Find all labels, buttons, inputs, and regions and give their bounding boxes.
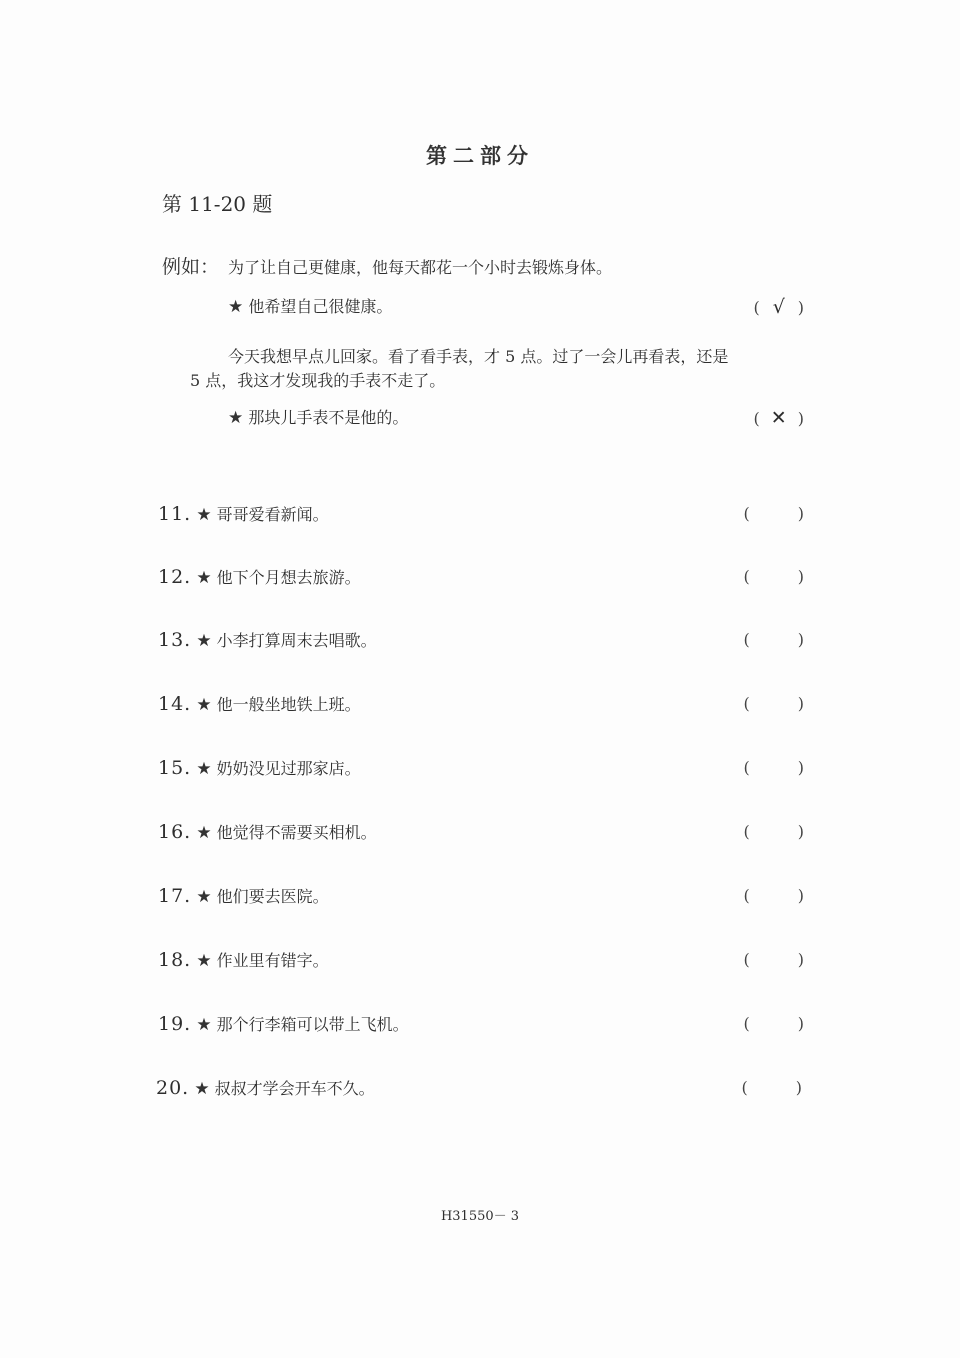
star-icon: ★ bbox=[228, 408, 244, 428]
question-text: 他觉得不需要买相机。 bbox=[216, 823, 377, 842]
star-icon: ★ bbox=[196, 951, 212, 971]
question-row bbox=[158, 948, 804, 974]
star-icon: ★ bbox=[196, 505, 212, 525]
example2-statement-row: ★ 那块儿手表不是他的。 ( ✕ ) bbox=[228, 407, 804, 429]
answer-blank[interactable]: ( ) bbox=[743, 630, 804, 649]
question-row bbox=[158, 692, 804, 718]
answer-blank[interactable]: ( ) bbox=[743, 886, 804, 905]
answer-blank[interactable]: ( ) bbox=[743, 504, 804, 523]
example2-text-line1: 今天我想早点儿回家。看了看手表，才 5 点。过了一会儿再看表，还是 bbox=[228, 347, 729, 366]
example2-text-line2: 5 点，我这才发现我的手表不走了。 bbox=[190, 371, 446, 390]
answer-blank[interactable]: ( ) bbox=[741, 1078, 802, 1097]
star-icon: ★ bbox=[196, 631, 212, 651]
answer-blank[interactable]: ( ) bbox=[743, 950, 804, 969]
question-text: 小李打算周末去唱歌。 bbox=[216, 631, 377, 650]
question-number: 13. bbox=[158, 629, 192, 651]
star-icon: ★ bbox=[228, 297, 244, 317]
answer-blank[interactable]: ( ) bbox=[743, 758, 804, 777]
question-text: 那个行李箱可以带上飞机。 bbox=[216, 1015, 409, 1034]
star-icon: ★ bbox=[196, 568, 212, 588]
question-number: 17. bbox=[158, 885, 192, 907]
example1-statement-row: ★ 他希望自己很健康。 ( √ ) bbox=[228, 296, 804, 318]
question-text: 叔叔才学会开车不久。 bbox=[214, 1079, 375, 1098]
question-row bbox=[156, 1076, 802, 1102]
answer-blank[interactable]: ( ) bbox=[743, 1014, 804, 1033]
question-number: 16. bbox=[158, 821, 192, 843]
question-text: 哥哥爱看新闻。 bbox=[216, 505, 329, 524]
question-row bbox=[158, 756, 804, 782]
star-icon: ★ bbox=[196, 695, 212, 715]
question-text: 奶奶没见过那家店。 bbox=[216, 759, 361, 778]
page-footer-code: H31550－ 3 bbox=[440, 1209, 520, 1224]
cross-mark-icon: ✕ bbox=[770, 407, 787, 429]
question-row bbox=[158, 884, 804, 910]
check-mark-icon: √ bbox=[772, 296, 785, 318]
example-label: 例如： bbox=[162, 256, 220, 278]
question-number: 14. bbox=[158, 693, 192, 715]
question-text: 他下个月想去旅游。 bbox=[216, 568, 361, 587]
star-icon: ★ bbox=[196, 887, 212, 907]
answer-blank[interactable]: ( ) bbox=[743, 822, 804, 841]
question-number: 11. bbox=[158, 503, 192, 525]
star-icon: ★ bbox=[194, 1079, 210, 1099]
question-row bbox=[158, 628, 804, 654]
example2-statement: 那块儿手表不是他的。 bbox=[248, 408, 409, 427]
answer-blank[interactable]: ( ) bbox=[743, 694, 804, 713]
question-row bbox=[158, 565, 804, 591]
star-icon: ★ bbox=[196, 1015, 212, 1035]
star-icon: ★ bbox=[196, 759, 212, 779]
question-text: 作业里有错字。 bbox=[216, 951, 329, 970]
question-text: 他一般坐地铁上班。 bbox=[216, 695, 361, 714]
question-row bbox=[158, 502, 804, 528]
example1-statement: 他希望自己很健康。 bbox=[248, 297, 393, 316]
question-number: 12. bbox=[158, 566, 192, 588]
question-number: 18. bbox=[158, 949, 192, 971]
section-heading: 第 11-20 题 bbox=[162, 192, 273, 216]
question-text: 他们要去医院。 bbox=[216, 887, 329, 906]
question-number: 15. bbox=[158, 757, 192, 779]
page-title: 第二部分 bbox=[426, 143, 534, 168]
question-number: 19. bbox=[158, 1013, 192, 1035]
question-row bbox=[158, 1012, 804, 1038]
answer-blank[interactable]: ( ) bbox=[743, 567, 804, 586]
question-row bbox=[158, 820, 804, 846]
question-number: 20. bbox=[156, 1077, 190, 1099]
star-icon: ★ bbox=[196, 823, 212, 843]
example1-text: 为了让自己更健康，他每天都花一个小时去锻炼身体。 bbox=[228, 258, 613, 277]
